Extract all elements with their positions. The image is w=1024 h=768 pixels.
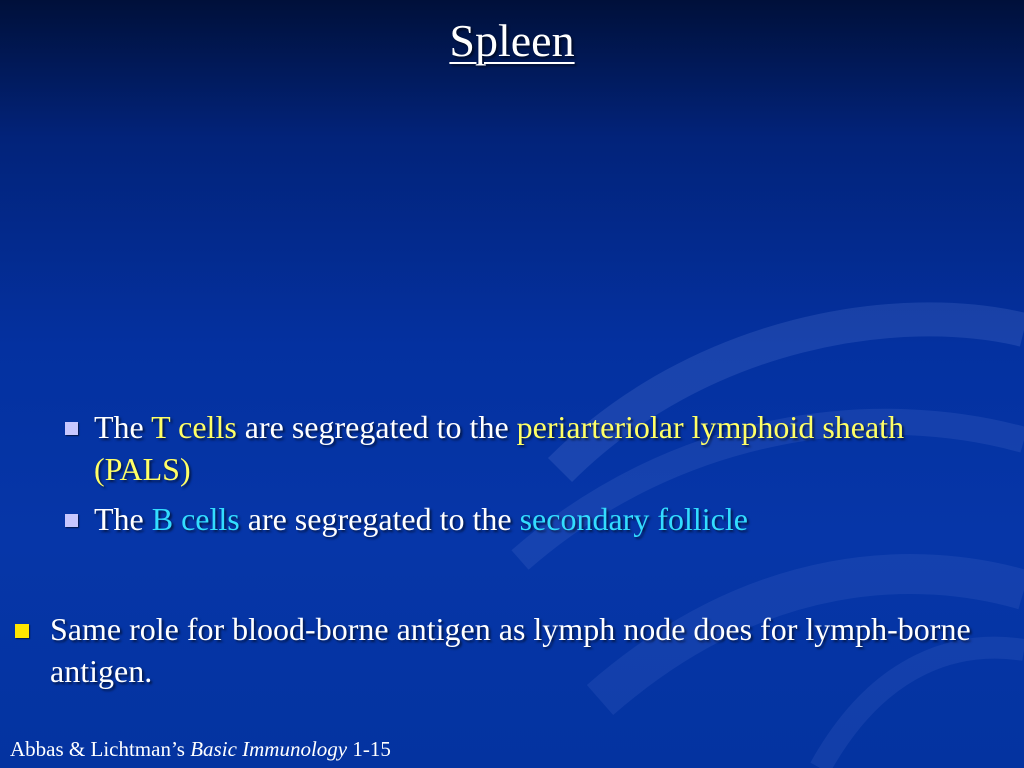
square-bullet-icon [15, 624, 29, 638]
main-bullet-text: Same role for blood-borne antigen as lymph node does for lymph-borne antigen. [50, 611, 971, 689]
text-segment: The [94, 409, 152, 445]
square-bullet-icon [65, 422, 78, 435]
citation-figure-number: 1-15 [347, 737, 391, 761]
text-segment: The [94, 501, 152, 537]
slide-title: Spleen [449, 15, 575, 66]
main-bullet-item [10, 608, 1000, 692]
highlight-t-cells: T cells [151, 409, 237, 445]
text-segment: are segregated to the [236, 409, 517, 445]
sub-bullet-item [62, 406, 982, 490]
text-segment: are segregated to the [239, 501, 520, 537]
citation-book-title: Basic Immunology [190, 737, 348, 761]
citation-footer [10, 736, 391, 762]
main-bullet-list [10, 608, 1000, 692]
square-bullet-icon [65, 514, 78, 527]
sub-bullet-list [62, 406, 982, 548]
sub-bullet-item [62, 498, 982, 540]
highlight-pals: periarteriolar lymphoid sheath (PALS) [94, 409, 905, 487]
citation-authors: Abbas & Lichtman’s [10, 737, 191, 761]
highlight-b-cells: B cells [151, 501, 240, 537]
highlight-secondary-follicle: secondary follicle [519, 501, 748, 537]
